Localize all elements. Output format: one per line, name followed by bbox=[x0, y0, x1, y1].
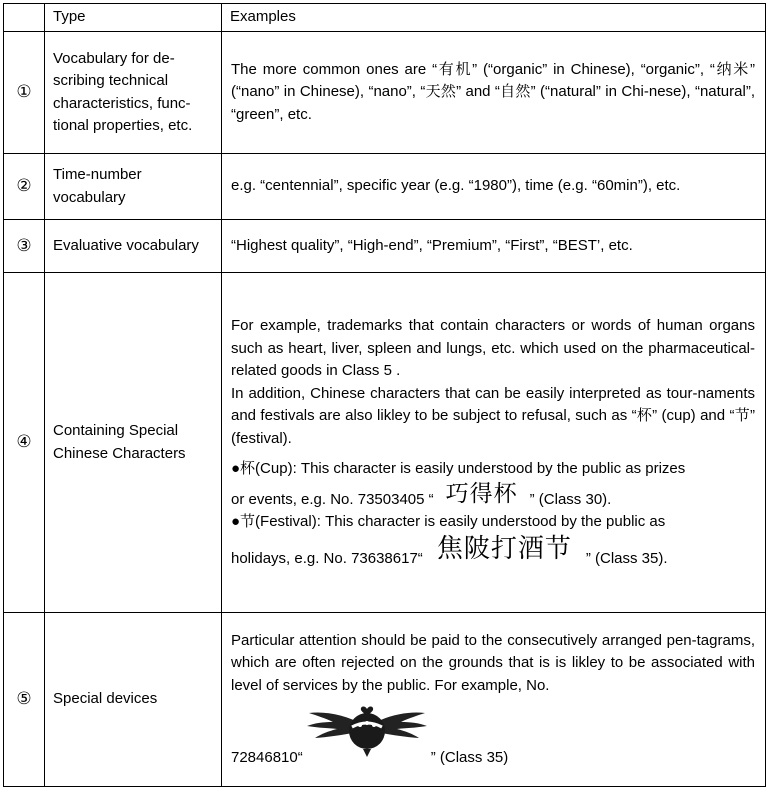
table-row bbox=[4, 154, 766, 220]
row-type: Containing Special Chinese Characters bbox=[45, 273, 222, 613]
header-num-cell bbox=[4, 4, 45, 32]
example-paragraph: In addition, Chinese characters that can be easily interpreted as tour-naments and festivals are also likley to be subject to refusal, such as “杯” (cup) and “节” (festival). bbox=[231, 384, 755, 447]
example-paragraph: ●节(Festival): This character is easily understood by the public as bbox=[231, 513, 666, 530]
example-text: ” (Class 30). bbox=[529, 490, 612, 508]
row-example bbox=[222, 613, 766, 787]
row-type: Evaluative vocabulary bbox=[45, 220, 222, 273]
row-type: Special devices bbox=[45, 613, 222, 787]
example-line-mark1 bbox=[231, 480, 755, 512]
header-type: Type bbox=[45, 4, 222, 32]
row-type: Time-number vocabulary bbox=[45, 154, 222, 220]
row-example: “Highest quality”, “High-end”, “Premium”, “First”, “BEST’, etc. bbox=[222, 220, 766, 273]
table-row bbox=[4, 32, 766, 154]
refusal-vocabulary-table bbox=[3, 3, 766, 787]
winged-ball-logo-icon bbox=[303, 695, 431, 765]
row-number: ④ bbox=[4, 273, 45, 613]
row-number: ① bbox=[4, 32, 45, 154]
row-number: ② bbox=[4, 154, 45, 220]
example-text: or events, e.g. No. 73503405 “ bbox=[231, 490, 434, 508]
example-text: ” (Class 35). bbox=[585, 549, 668, 567]
row-example bbox=[222, 273, 766, 613]
example-paragraph: ●杯(Cup): This character is easily understood by the public as prizes bbox=[231, 460, 686, 477]
row-number: ③ bbox=[4, 220, 45, 273]
row-number: ⑤ bbox=[4, 613, 45, 787]
row-type: Vocabulary for de-scribing technical characteristics, func-tional properties, etc. bbox=[45, 32, 222, 154]
table-row bbox=[4, 273, 766, 613]
example-text: 72846810“ bbox=[231, 748, 303, 766]
example-paragraph: Particular attention should be paid to the consecutively arranged pen-tagrams, which are often rejected on the grounds that is is likley to be associated with level of services by the public. For example, No. bbox=[231, 631, 755, 694]
row-example: The more common ones are “有机” (“organic” in Chinese), “organic”, “纳米” (“nano” in Chinese), “nano”, “天然” and “自然” (“natural” in Chi-nese), “natural”, “green”, etc. bbox=[222, 32, 766, 154]
table-row bbox=[4, 220, 766, 273]
header-examples: Examples bbox=[222, 4, 766, 32]
example-text: holidays, e.g. No. 73638617“ bbox=[231, 549, 423, 567]
example-line-logo bbox=[231, 699, 755, 769]
example-text: ” (Class 35) bbox=[430, 748, 509, 766]
example-paragraph: For example, trademarks that contain characters or words of human organs such as heart, liver, spleen and lungs, etc. which used on the pharmaceutical-related goods in Class 5 . bbox=[231, 317, 755, 379]
row-example: e.g. “centennial”, specific year (e.g. “1980”), time (e.g. “60min”), etc. bbox=[222, 154, 766, 220]
example-line-mark2 bbox=[231, 533, 755, 571]
trademark-mark-2: 焦陂打酒节 bbox=[436, 533, 572, 564]
header-row bbox=[4, 4, 766, 32]
trademark-mark-1: 巧得杯 bbox=[445, 480, 518, 507]
table-row bbox=[4, 613, 766, 787]
